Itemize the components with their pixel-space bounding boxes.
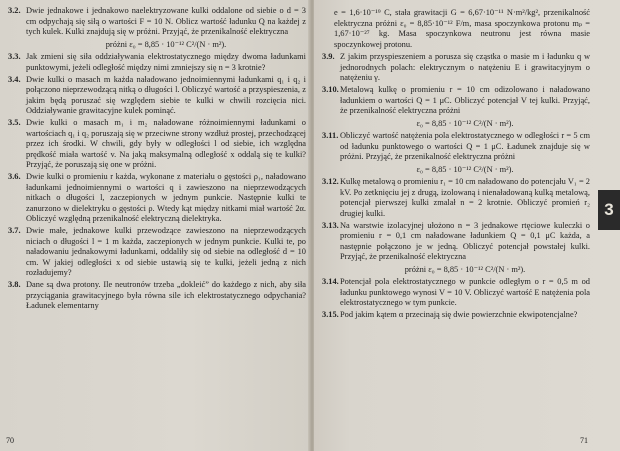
problem-text: Dwie kulki o masach m₁ i m₂ naładowane różnoimiennymi ładunkami o wartościach q₁ i q₂ poruszają się w przeciwne strony wzdłuż prostej, przechodzącej przez ich środki. W chwili, gdy były w odległości l od siebie, ich względna prędkość miała wartość v. Na jaką maksymalną odległość x oddalą się te kulki? Przyjąć, że poruszają się one w próżni. (26, 118, 306, 169)
problem-text: Metalową kulkę o promieniu r = 10 cm odizolowano i naładowano ładunkiem o wartości Q = 1 μC. Obliczyć potencjał V tej kulki. Przyjąć, że przenikalność elektryczna próżni (340, 85, 590, 115)
chapter-tab: 3 (598, 190, 620, 230)
problem-item (8, 172, 306, 225)
continuation-text: e = 1,6·10⁻¹⁹ C, stała grawitacji G = 6,67·10⁻¹¹ N·m²/kg², przenikalność elektryczna próżni ε₀ = 8,85·10⁻¹² F/m, masa spoczynkowa protonu mₚ = 1,67·10⁻²⁷ kg. Masa spoczynkowa neutronu jest równa masie spoczynkowej protonu. (334, 8, 590, 49)
right-page (314, 0, 620, 451)
problem-item (8, 52, 306, 73)
problem-number: 3.7. (8, 226, 21, 235)
problem-item (322, 131, 590, 163)
problem-number: 3.5. (8, 118, 21, 127)
problem-text: Dwie jednakowe i jednakowo naelektryzowane kulki oddalone od siebie o d = 3 cm odpychają się siłą o wartości F = 10 N. Oblicz wartość ładunku Q na każdej z tych kulek. Kulki znajdują się w próżni. Przyjąć, że przenikalność elektryczna (26, 6, 306, 36)
problem-number: 3.8. (8, 280, 21, 289)
problem-item (322, 52, 590, 84)
right-page-number: 71 (580, 436, 588, 445)
problem-formula: próżni ε₀ = 8,85 · 10⁻¹² C²/(N · m²). (404, 265, 526, 274)
problem-text: Obliczyć wartość natężenia pola elektrostatycznego w odległości r = 5 cm od ładunku punktowego o wartości Q = 1 μC. Ładunek znajduje się w próżni. Przyjąć, że przenikalność elektryczna próżni (340, 131, 590, 161)
problem-item (322, 221, 590, 263)
problem-text: Pod jakim kątem α przecinają się dwie powierzchnie ekwipotencjalne? (340, 310, 578, 319)
problem-number: 3.3. (8, 52, 21, 61)
problem-number: 3.10. (322, 85, 339, 94)
problem-text: Dwie małe, jednakowe kulki przewodzące zawieszono na nieprzewodzących niciach o długości l = 1 m każda, zaczepionych w jednym punkcie. Kulki te, po naładowaniu jednakowymi ładunkami, oddaliły się od siebie na odległość d = 10 cm. W jakiej odległości x od siebie ustawią się te kulki, jeżeli jedną z nich rozładujemy? (26, 226, 306, 277)
problem-item (8, 226, 306, 279)
problem-number: 3.11. (322, 131, 339, 140)
problem-text: Potencjał pola elektrostatycznego w punkcie odległym o r = 0,5 m od ładunku punktowego wynosi V = 10 V. Obliczyć wartość E natężenia pola elektrostatycznego w tym punkcie. (340, 277, 590, 307)
problem-item (322, 85, 590, 117)
problem-text: Dwie kulki o masach m każda naładowano jednoimiennymi ładunkami q₁ i q₂ i połączono nieprzewodzącą nitką o długości l. Obliczyć wartość a przyspieszenia, z jakim będą poruszać się względem siebie te kulki w chwili rozcięcia nici. Oddziaływanie grawitacyjne kulek pominąć. (26, 74, 306, 115)
problem-item (322, 177, 590, 219)
problem-number: 3.2. (8, 6, 21, 15)
left-page-number: 70 (6, 436, 14, 445)
problem-item (322, 310, 590, 321)
problem-item (8, 6, 306, 38)
problem-number: 3.4. (8, 74, 21, 84)
problem-number: 3.13. (322, 220, 339, 230)
problem-item (322, 277, 590, 309)
problem-text: Z jakim przyspieszeniem a porusza się cząstka o masie m i ładunku q w jednorodnych polach: elektrycznym o natężeniu E i grawitacyjnym o natężeniu γ. (340, 52, 590, 82)
problem-formula: ε₀ = 8,85 · 10⁻¹² C²/(N · m²). (416, 165, 514, 174)
problem-number: 3.15. (322, 310, 339, 319)
problem-text: Dwie kulki o promieniu r każda, wykonane z materiału o gęstości ρ₁, naładowano ładunkami jednoimiennymi o wartości q i zawieszono na nieprzewodzących nitkach o długości l, zaczepionych w jednym punkcie. Następnie kulki te zanurzono w dielektryku o gęstości ρ. Wtedy kąt między nitkami miał wartość 2α. Obliczyć względną przenikalność elektryczną dielektryka. (26, 172, 306, 223)
problem-item (8, 118, 306, 171)
problem-number: 3.14. (322, 277, 339, 286)
problem-text: Na warstwie izolacyjnej ułożono n = 3 jednakowe rtęciowe kuleczki o promieniu r = 0,1 cm naładowane ładunkiem Q = 0,1 μC każda, a następnie połączono je w jedną. Obliczyć potencjał powstałej kulki. Przyjąć, że przenikalność elektryczna (340, 220, 590, 261)
right-problem-list (322, 52, 590, 321)
problem-number: 3.6. (8, 172, 21, 181)
left-problem-list (8, 6, 306, 312)
problem-text: Kulkę metalową o promieniu r₁ = 10 cm naładowano do potencjału V₁ = 2 kV. Po zetknięciu jej z drugą, izolowaną i nienaładowaną kulką metalową, potencjał pierwszej kulki zmalał n = 2 krotnie. Obliczyć promień r₂ drugiej kulki. (340, 177, 590, 218)
problem-formula: próżni ε₀ = 8,85 · 10⁻¹² C²/(N · m²). (105, 40, 227, 49)
problem-item (8, 75, 306, 117)
problem-number: 3.12. (322, 177, 339, 186)
problem-formula: ε₀ = 8,85 · 10⁻¹² C²/(N · m²). (416, 119, 514, 128)
problem-number: 3.9. (322, 52, 335, 61)
problem-text: Dane są dwa protony. Ile neutronów trzeba „dokleić” do każdego z nich, aby siła przyciągania grawitacyjnego była równa sile ich elektrostatycznego odpychania? Ładunek elementarny (26, 280, 306, 310)
problem-text: Jak zmieni się siła oddziaływania elektrostatycznego między dwoma ładunkami punktowymi, jeżeli odległość między nimi zmniejszy się n = 3 krotnie? (26, 52, 306, 72)
problem-item (8, 280, 306, 312)
